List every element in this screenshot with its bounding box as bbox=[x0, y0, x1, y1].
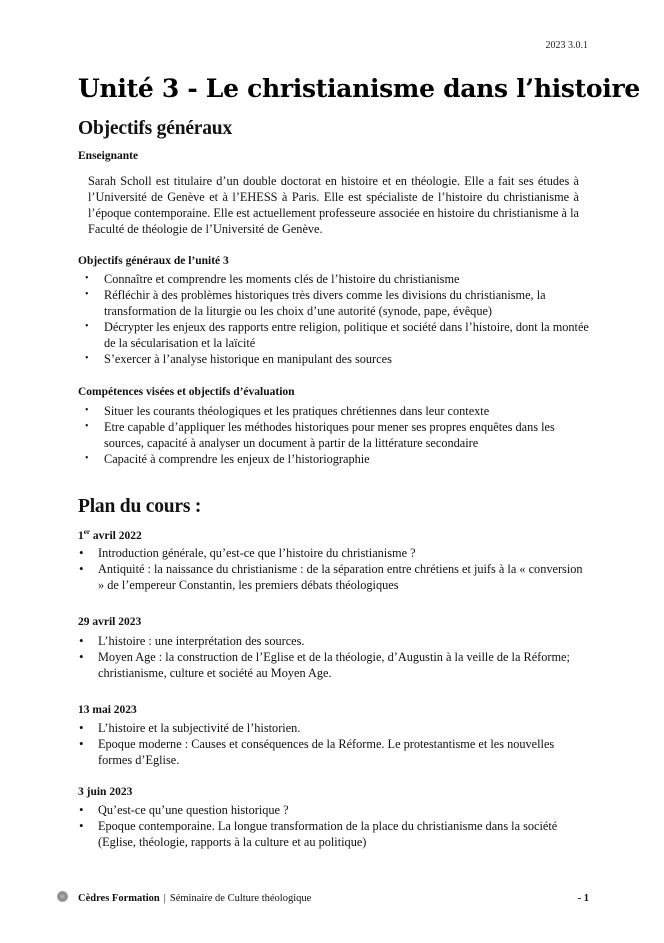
bullet-icon: • bbox=[85, 421, 89, 432]
session-date: 29 avril 2023 bbox=[78, 616, 142, 628]
list-item: • Qu’est-ce qu’une question historique ? bbox=[79, 802, 289, 817]
bullet-icon: • bbox=[79, 736, 84, 751]
enseignante-label: Enseignante bbox=[78, 150, 139, 162]
list-item: • Décrypter les enjeux des rapports entre religion, politique et société dans l’histoire, dont la montée de la sécularisation et la laïcité bbox=[85, 320, 589, 350]
list-item: • Epoque contemporaine. La longue transformation de la place du christianisme dans la société (Eglise, théologie, rapports à la culture et au politique) bbox=[79, 818, 558, 849]
list-item: • Introduction générale, qu’est-ce que l’histoire du christianisme ? bbox=[79, 545, 416, 560]
unite-objectives-label: Objectifs généraux de l’unité 3 bbox=[78, 255, 229, 267]
footer-subtitle: Séminaire de Culture théologique bbox=[169, 893, 312, 904]
bullet-icon: • bbox=[79, 633, 84, 648]
list-item: • Réfléchir à des problèmes historiques très divers comme les divisions du christianisme, la transformation de la liturgie ou les choix d’une autorité (synode, pape, évêque) bbox=[85, 288, 546, 318]
list-item: • L’histoire : une interprétation des sources. bbox=[79, 633, 305, 648]
list-item: • Situer les courants théologiques et les pratiques chrétiennes dans leur contexte bbox=[85, 404, 490, 418]
list-item: • Antiquité : la naissance du christianisme : de la séparation entre chrétiens et juifs à la « conversion » de l’empereur Constantin, les premiers débats théologiques bbox=[79, 561, 583, 592]
page-number: - 1 bbox=[577, 893, 589, 904]
session-date: 1er avril 2022 bbox=[78, 528, 142, 542]
bullet-icon: • bbox=[79, 649, 84, 664]
page-footer bbox=[57, 893, 589, 904]
session-list bbox=[78, 802, 590, 850]
unite-objectives-list bbox=[78, 271, 590, 367]
list-item: • Moyen Age : la construction de l’Eglise et de la théologie, d’Augustin à la veille de la Réforme; christianisme, culture et société au Moyen Age. bbox=[79, 649, 570, 680]
list-item: • Etre capable d’appliquer les méthodes historiques pour mener ses propres enquêtes dans les sources, capacité à analyser un document à partir de la littérature secondaire bbox=[85, 420, 555, 450]
bullet-icon: • bbox=[79, 802, 84, 817]
session-date: 13 mai 2023 bbox=[78, 704, 137, 716]
list-item: • Epoque moderne : Causes et conséquences de la Réforme. Le protestantisme et les nouvelles formes d’Eglise. bbox=[79, 736, 555, 767]
competences-label: Compétences visées et objectifs d’évaluation bbox=[78, 386, 295, 398]
list-item: • Capacité à comprendre les enjeux de l’historiographie bbox=[85, 452, 370, 466]
bullet-icon: • bbox=[85, 353, 89, 364]
list-item: • S’exercer à l’analyse historique en manipulant des sources bbox=[85, 352, 392, 366]
cedar-logo-icon bbox=[57, 891, 68, 902]
bullet-icon: • bbox=[79, 818, 84, 833]
list-item: • L’histoire et la subjectivité de l’historien. bbox=[79, 720, 301, 735]
bullet-icon: • bbox=[85, 453, 89, 464]
competences-list bbox=[78, 403, 590, 467]
objectifs-heading: Objectifs généraux bbox=[78, 118, 232, 139]
document-version: 2023 3.0.1 bbox=[545, 40, 588, 51]
bullet-icon: • bbox=[79, 720, 84, 735]
footer-brand: Cèdres Formation bbox=[78, 893, 160, 904]
footer-separator: | bbox=[163, 893, 166, 904]
list-item: • Connaître et comprendre les moments clés de l’histoire du christianisme bbox=[85, 272, 460, 286]
session-list bbox=[78, 720, 590, 768]
session-list bbox=[78, 633, 590, 681]
session-list bbox=[78, 545, 590, 593]
bullet-icon: • bbox=[85, 289, 89, 300]
page-title: Unité 3 - Le christianisme dans l’histoire bbox=[78, 74, 640, 103]
enseignante-bio: Sarah Scholl est titulaire d’un double doctorat en histoire et en théologie. Elle a fait ses études à l’Université de Genève et à l’EHESS à Paris. Elle est spécialiste de l’histoire du christianisme à l’époque contemporaine. Elle est actuellement professeure associée en histoire du christianisme à la Faculté de théologie de l’Université de Genève. bbox=[88, 174, 579, 236]
bullet-icon: • bbox=[85, 405, 89, 416]
plan-heading: Plan du cours : bbox=[78, 496, 202, 517]
bullet-icon: • bbox=[85, 273, 89, 284]
bullet-icon: • bbox=[79, 561, 84, 576]
bullet-icon: • bbox=[79, 545, 84, 560]
session-date: 3 juin 2023 bbox=[78, 786, 133, 798]
bullet-icon: • bbox=[85, 321, 89, 332]
